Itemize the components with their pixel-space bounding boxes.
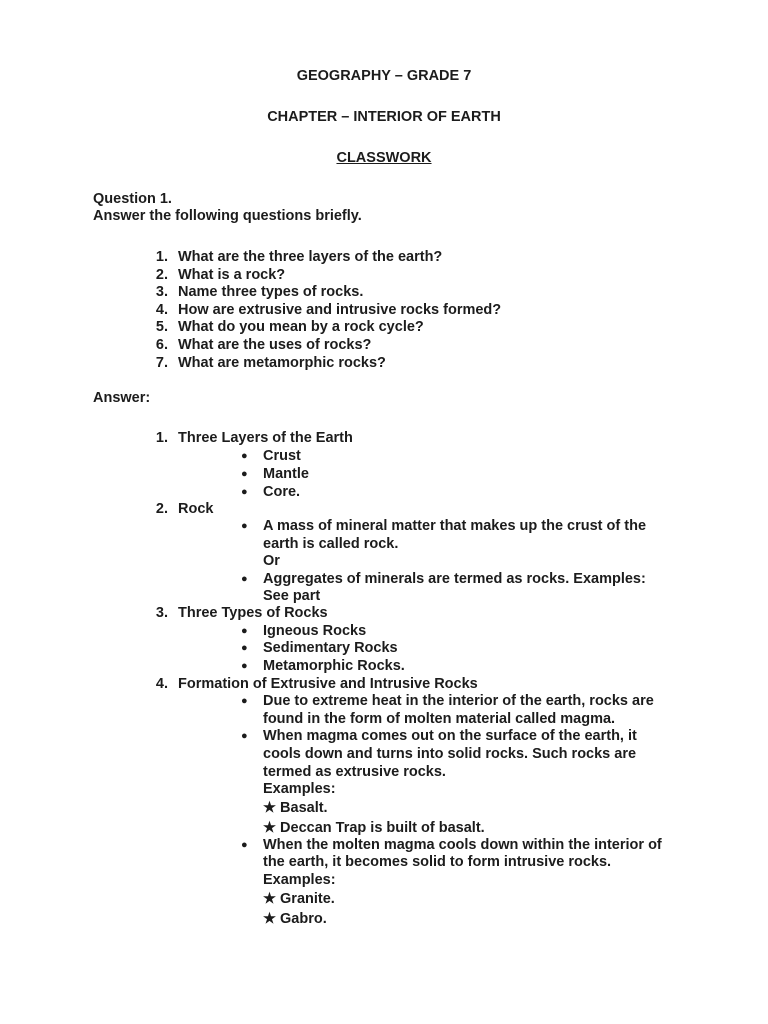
answer-label: Answer: [93,390,151,406]
bullet-icon: ● [241,486,248,498]
bullet-text: Metamorphic Rocks. [263,658,405,674]
chapter-title: CHAPTER – INTERIOR OF EARTH [267,109,501,125]
bullet-text: ★ Granite. [263,891,335,907]
list-number: 6. [155,337,168,353]
list-number: 2. [155,267,168,283]
list-number: 3. [155,605,168,621]
question-text: What do you mean by a rock cycle? [178,319,424,335]
answer-heading: Rock [178,501,214,517]
bullet-text: When magma comes out on the surface of the earth, it [263,728,637,744]
question-text: Name three types of rocks. [178,284,364,300]
bullet-text: Core. [263,484,301,500]
list-number: 7. [155,355,168,371]
bullet-text: ★ Deccan Trap is built of basalt. [263,820,485,836]
bullet-text: Crust [263,448,301,464]
bullet-icon: ● [241,839,248,851]
bullet-text: earth is called rock. [263,536,399,552]
bullet-icon: ● [241,573,248,585]
bullet-text: termed as extrusive rocks. [263,764,446,780]
question-text: What is a rock? [178,267,286,283]
bullet-icon: ● [241,660,248,672]
bullet-text: ★ Gabro. [263,911,327,927]
bullet-text: When the molten magma cools down within the interior of [263,837,662,853]
subject-title: GEOGRAPHY – GRADE 7 [296,68,472,84]
answer-heading: Formation of Extrusive and Intrusive Rocks [178,676,478,692]
bullet-text: found in the form of molten material called magma. [263,711,616,727]
list-number: 4. [155,302,168,318]
bullet-icon: ● [241,730,248,742]
bullet-icon: ● [241,520,248,532]
question-text: What are metamorphic rocks? [178,355,386,371]
bullet-text: ★ Basalt. [263,800,328,816]
question-text: How are extrusive and intrusive rocks formed? [178,302,502,318]
bullet-text: Sedimentary Rocks [263,640,398,656]
list-number: 1. [155,430,168,446]
list-number: 4. [155,676,168,692]
answer-heading: Three Types of Rocks [178,605,328,621]
bullet-icon: ● [241,642,248,654]
bullet-text: Examples: [263,872,336,888]
bullet-text: the earth, it becomes solid to form intrusive rocks. [263,854,612,870]
bullet-icon: ● [241,695,248,707]
bullet-text: Or [263,553,280,569]
list-number: 2. [155,501,168,517]
bullet-text: Aggregates of minerals are termed as rocks. Examples: [263,571,646,587]
section-heading [0,149,768,167]
list-number: 1. [155,249,168,265]
bullet-text: Mantle [263,466,309,482]
bullet-icon: ● [241,625,248,637]
bullet-icon: ● [241,450,248,462]
classwork-label: CLASSWORK [336,150,432,166]
bullet-text: Examples: [263,781,336,797]
list-number: 5. [155,319,168,335]
bullet-text: A mass of mineral matter that makes up the crust of the [263,518,647,534]
question-text: What are the uses of rocks? [178,337,372,353]
question-label: Question 1. [93,191,172,207]
bullet-text: See part [263,588,321,604]
bullet-text: cools down and turns into solid rocks. Such rocks are [263,746,637,762]
question-text: What are the three layers of the earth? [178,249,443,265]
answer-heading: Three Layers of the Earth [178,430,353,446]
question-instruction: Answer the following questions briefly. [93,208,362,224]
bullet-icon: ● [241,468,248,480]
bullet-text: Due to extreme heat in the interior of the earth, rocks are [263,693,654,709]
bullet-text: Igneous Rocks [263,623,367,639]
list-number: 3. [155,284,168,300]
